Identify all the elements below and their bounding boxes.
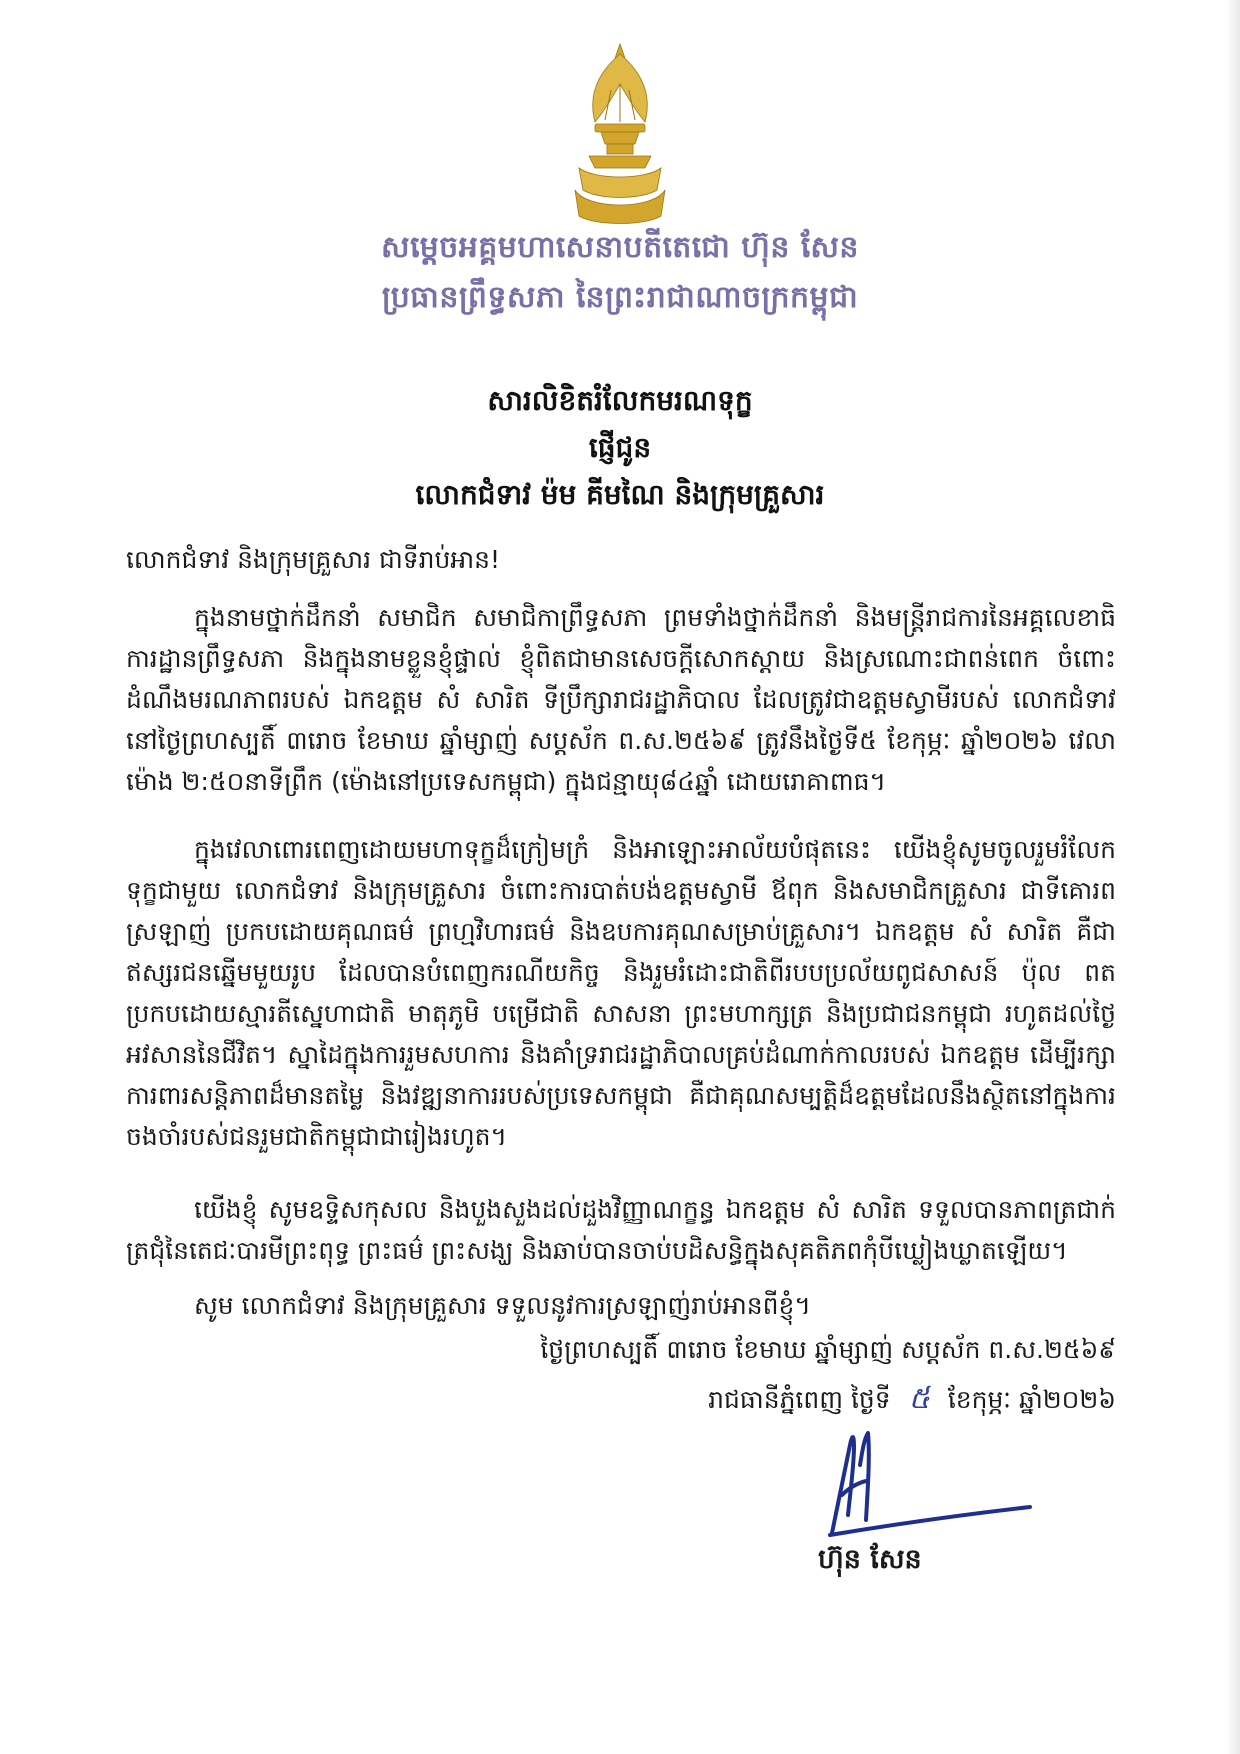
body-paragraph-1: ក្នុងនាមថ្នាក់ដឹកនាំ សមាជិក សមាជិកាព្រឹទ្ធសភា ព្រមទាំងថ្នាក់ដឹកនាំ និងមន្ត្រីរាជការនៃអគ្គលេខាធិការដ្ឋានព្រឹទ្ធសភា និងក្នុងនាមខ្លួនខ្ញុំផ្ទាល់ ខ្ញុំពិតជាមានសេចក្តីសោកស្ដាយ និងស្រណោះជាពន់ពេក ចំពោះដំណឹងមរណភាពរបស់ ឯកឧត្តម សំ សារិត ទីប្រឹក្សារាជរដ្ឋាភិបាល ដែលត្រូវជាឧត្តមស្វាមីរបស់ លោកជំទាវ នៅថ្ងៃព្រហស្បតិ៍ ៣រោច ខែមាឃ ឆ្នាំម្សាញ់ សប្តស័ក ព.ស.២៥៦៩ ត្រូវនឹងថ្ងៃទី៥ ខែកុម្ភៈ ឆ្នាំ២០២៦ វេលាម៉ោង ២:៥០នាទីព្រឹក (ម៉ោងនៅប្រទេសកម្ពុជា) ក្នុងជន្មាយុ៨៤ឆ្នាំ ដោយរោគាពាធ។ [126,603,1116,796]
place-date-prefix: រាជធានីភ្នំពេញ ថ្ងៃទី [708,1385,891,1414]
senate-emblem-logo [565,40,675,230]
place-date [708,1379,1116,1423]
salutation: លោកជំទាវ និងក្រុមគ្រួសារ ជាទីរាប់អាន! [126,545,501,574]
letter-title: សារលិខិតរំលែកមរណទុក្ខ [487,384,753,417]
lunar-date: ថ្ងៃព្រហស្បតិ៍ ៣រោច ខែមាឃ ឆ្នាំម្សាញ់ សប្តស័ក ព.ស.២៥៦៩ [540,1335,1116,1364]
signature-mark [820,1425,1050,1540]
body-paragraph-3: យើងខ្ញុំ សូមឧទ្ទិសកុសល និងបួងសួងដល់ដួងវិញ្ញាណក្ខន្ធ ឯកឧត្តម សំ សារិត ទទួលបានភាពត្រជាក់ត្រជុំនៃតេជៈបារមីព្រះពុទ្ធ ព្រះធម៌ ព្រះសង្ឃ និងឆាប់បានចាប់បដិសន្ធិក្នុងសុគតិភពកុំបីឃ្លៀងឃ្លាតឡើយ។ [126,1195,1116,1265]
date-month-year: ខែកុម្ភៈ ឆ្នាំ២០២៦ [947,1385,1116,1414]
letter-recipient: លោកជំទាវ ម៉ម គីមណៃ និងក្រុមគ្រួសារ [415,478,825,511]
date-day-handwritten: ៥ [908,1381,930,1416]
signer-name: ហ៊ុន សែន [818,1544,922,1575]
header-position-title: ប្រធានព្រឹទ្ធសភា នៃព្រះរាជាណាចក្រកម្ពុជា [381,280,859,315]
body-paragraph-2: ក្នុងវេលាពោរពេញដោយមហាទុក្ខដ៏ក្រៀមក្រំ និងអាឡោះអាល័យបំផុតនេះ យើងខ្ញុំសូមចូលរួមរំលែកទុក្ខជាមួយ លោកជំទាវ និងក្រុមគ្រួសារ ចំពោះការបាត់បង់ឧត្តមស្វាមី ឪពុក និងសមាជិកគ្រួសារ ជាទីគោរពស្រឡាញ់ ប្រកបដោយគុណធម៌ ព្រហ្មវិហារធម៌ និងឧបការគុណសម្រាប់គ្រួសារ។ ឯកឧត្តម សំ សារិត គឺជាឥស្សរជនឆ្នើមមួយរូប ដែលបានបំពេញករណីយកិច្ច និងរួមរំដោះជាតិពីរបបប្រល័យពូជសាសន៍ ប៉ុល ពត ប្រកបដោយស្មារតីស្នេហាជាតិ មាតុភូមិ បម្រើជាតិ សាសនា ព្រះមហាក្សត្រ និងប្រជាជនកម្ពុជា រហូតដល់ថ្ងៃអវសាននៃជីវិត។ ស្នាដៃក្នុងការរួមសហការ និងគាំទ្ររាជរដ្ឋាភិបាលគ្រប់ដំណាក់កាលរបស់ ឯកឧត្តម ដើម្បីរក្សាការពារសន្តិភាពដ៏មានតម្លៃ និងវឌ្ឍនាការរបស់ប្រទេសកម្ពុជា គឺជាគុណសម្បត្តិដ៏ឧត្តមដែលនឹងស្ថិតនៅក្នុងការចងចាំរបស់ជនរួមជាតិកម្ពុជាជារៀងរហូត។ [126,835,1116,1151]
letter-subtitle: ផ្ញើជូន [588,431,652,464]
header-name-title: សម្ដេចអគ្គមហាសេនាបតីតេជោ ហ៊ុន សែន [381,230,859,265]
closing-line: សូម លោកជំទាវ និងក្រុមគ្រួសារ ទទួលនូវការស្រឡាញ់រាប់អានពីខ្ញុំ។ [194,1291,811,1320]
